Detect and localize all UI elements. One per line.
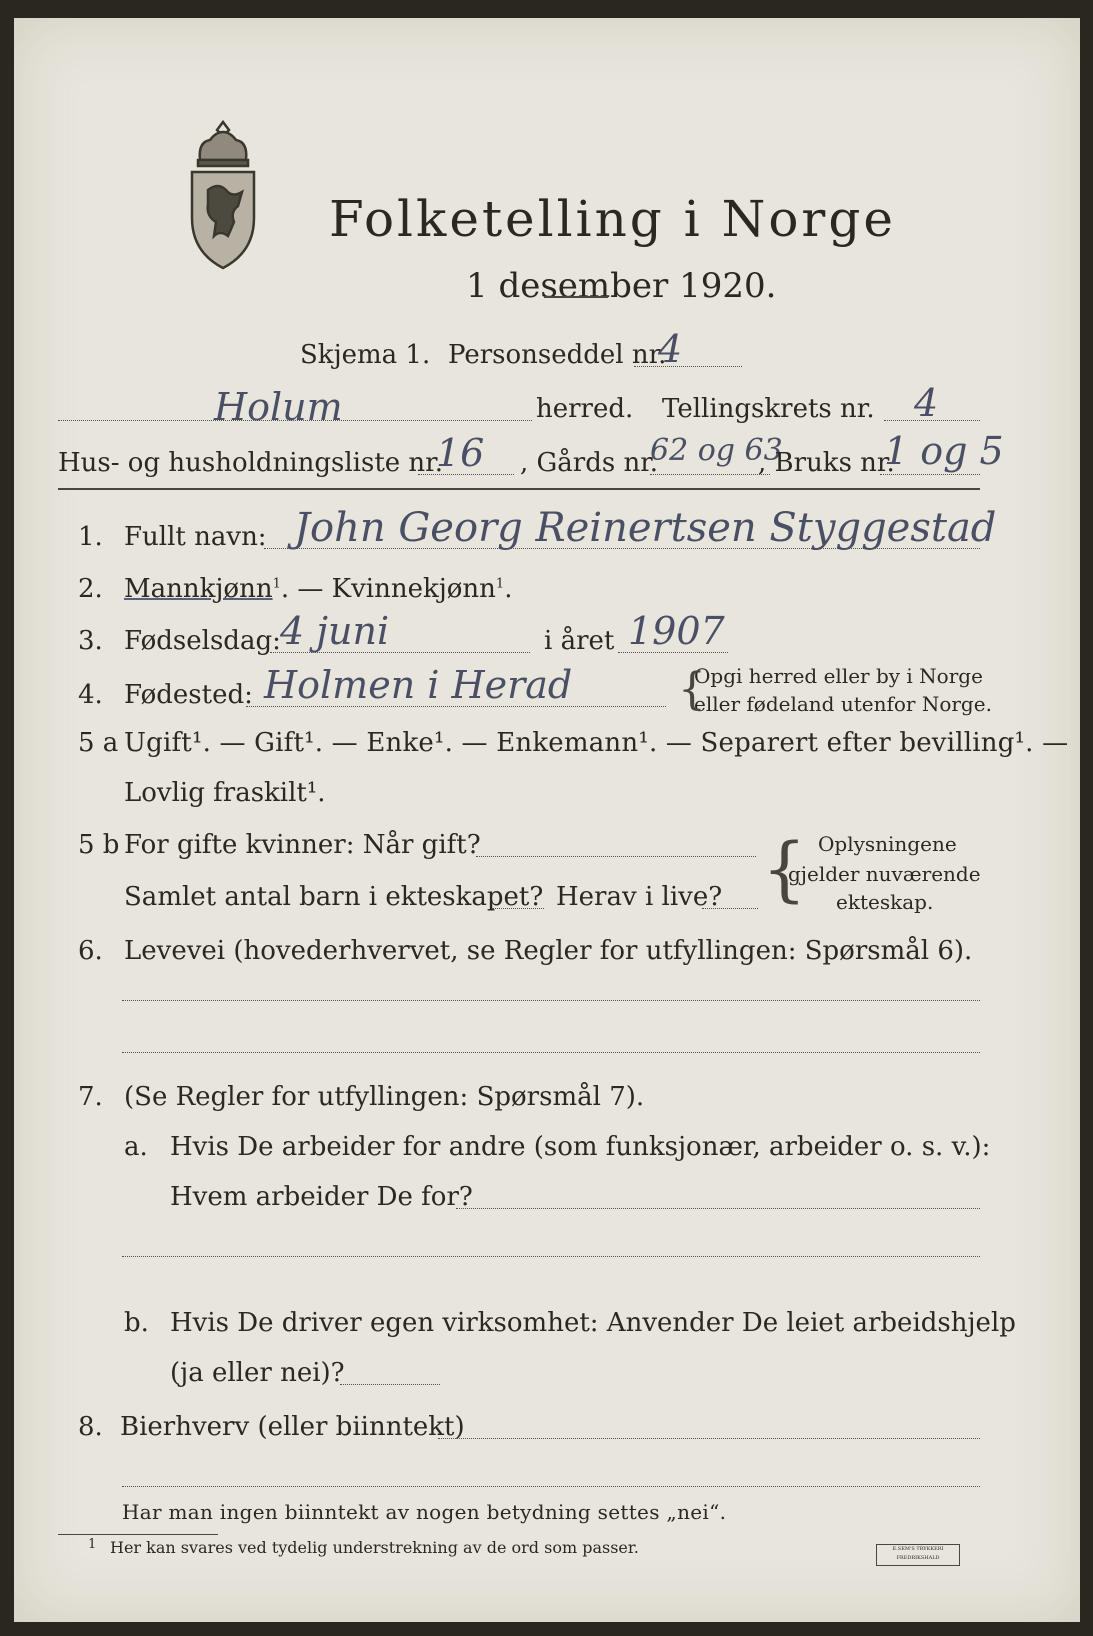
census-date: 1 desember 1920.: [466, 266, 777, 306]
husholdningsliste-label: Hus- og husholdningsliste nr.: [58, 448, 444, 478]
gards-value: 62 og 63: [650, 433, 783, 468]
q3-year-value: 1907: [628, 609, 725, 653]
q5b-note-line3: ekteskap.: [836, 890, 934, 914]
q4-note-line1: Opgi herred eller by i Norge: [694, 664, 983, 688]
q7b-label: Hvis De driver egen virksomhet: Anvender De leiet arbeidshjelp: [170, 1308, 1016, 1338]
skjema-label: Skjema 1.: [300, 340, 431, 370]
q7-label: (Se Regler for utfyllingen: Spørsmål 7).: [124, 1082, 645, 1112]
footnote-rule: [58, 1534, 218, 1535]
q4-birthplace-value: Holmen i Herad: [264, 663, 573, 707]
personseddel-label: Personseddel nr.: [448, 340, 667, 370]
census-form-page: [14, 18, 1080, 1622]
q8-number: 8.: [78, 1412, 103, 1442]
q5a-marital-options: Ugift¹. — Gift¹. — Enke¹. — Enkemann¹. — Separert efter bevilling¹. —: [124, 728, 1069, 758]
q4-number: 4.: [78, 680, 103, 710]
q2-end: .: [504, 574, 513, 604]
q5b-children-label: Samlet antal barn i ekteskapet?: [124, 882, 544, 912]
q8-secondary-income-label: Bierhverv (eller biinntekt): [120, 1412, 465, 1442]
q5b-note-line1: Oplysningene: [818, 832, 957, 856]
form-title: Folketelling i Norge: [329, 190, 896, 248]
herred-value: Holum: [214, 385, 343, 429]
q7a-label: Hvis De arbeider for andre (som funksjonær, arbeider o. s. v.):: [170, 1132, 991, 1162]
q2-female-option: . — Kvinnekjønn: [280, 574, 496, 604]
q2-footnote-mark: 1: [272, 576, 281, 592]
norway-coat-of-arms-icon: [178, 118, 268, 273]
q2-gender-options: [124, 576, 512, 602]
bruks-value: 1 og 5: [884, 429, 1004, 473]
q7b-yes-no-label: (ja eller nei)?: [170, 1358, 345, 1388]
q5a-marital-options-2: Lovlig fraskilt¹.: [124, 778, 326, 808]
q6-occupation-label: Levevei (hovederhvervet, se Regler for utfyllingen: Spørsmål 6).: [124, 936, 973, 966]
q5a-number: 5 a: [78, 728, 119, 758]
q3-number: 3.: [78, 626, 103, 656]
tellingskrets-label: Tellingskrets nr.: [662, 394, 875, 424]
personseddel-value: 4: [658, 327, 683, 371]
q2-footnote-mark-2: 1: [495, 576, 505, 592]
title-divider: [544, 296, 608, 298]
q4-note-line2: eller fødeland utenfor Norge.: [694, 692, 992, 716]
q6-number: 6.: [78, 936, 103, 966]
q2-number: 2.: [78, 574, 103, 604]
q7b-letter: b.: [124, 1308, 149, 1338]
footnote-text: Her kan svares ved tydelig understrekning av de ord som passer.: [110, 1538, 639, 1557]
q1-label: Fullt navn:: [124, 522, 267, 552]
q2-male-option: Mannkjønn: [124, 574, 273, 604]
footnote-mark: 1: [88, 1537, 97, 1552]
q3-label: Fødselsdag:: [124, 626, 281, 656]
q3-birthday-value: 4 juni: [280, 609, 390, 653]
q7a-letter: a.: [124, 1132, 148, 1162]
husholdningsliste-value: 16: [436, 431, 485, 475]
q5b-alive-label: Herav i live?: [556, 882, 723, 912]
q7-number: 7.: [78, 1082, 103, 1112]
gards-label: , Gårds nr.: [520, 448, 659, 478]
bruks-label: , Bruks nr.: [758, 448, 895, 478]
q4-brace: {: [678, 664, 706, 715]
header-rule: [58, 488, 980, 490]
q5b-number: 5 b: [78, 830, 120, 860]
herred-label: herred.: [536, 394, 634, 424]
q8-note: Har man ingen biinntekt av nogen betydning settes „nei“.: [122, 1500, 727, 1524]
q1-number: 1.: [78, 522, 103, 552]
q7a-employer-label: Hvem arbeider De for?: [170, 1182, 473, 1212]
q5b-married-when-label: For gifte kvinner: Når gift?: [124, 830, 481, 860]
q5b-brace: {: [762, 828, 807, 910]
q4-label: Fødested:: [124, 680, 253, 710]
printer-stamp: [876, 1544, 960, 1566]
q5b-note-line2: gjelder nuværende: [788, 862, 981, 886]
q1-full-name: John Georg Reinertsen Styggestad: [294, 505, 997, 551]
printer-stamp-text: E.SEM'S TRYKKERI FREDRIKSHALD: [892, 1546, 944, 1561]
q3-year-label: i året: [544, 626, 615, 656]
tellingskrets-value: 4: [914, 381, 939, 425]
